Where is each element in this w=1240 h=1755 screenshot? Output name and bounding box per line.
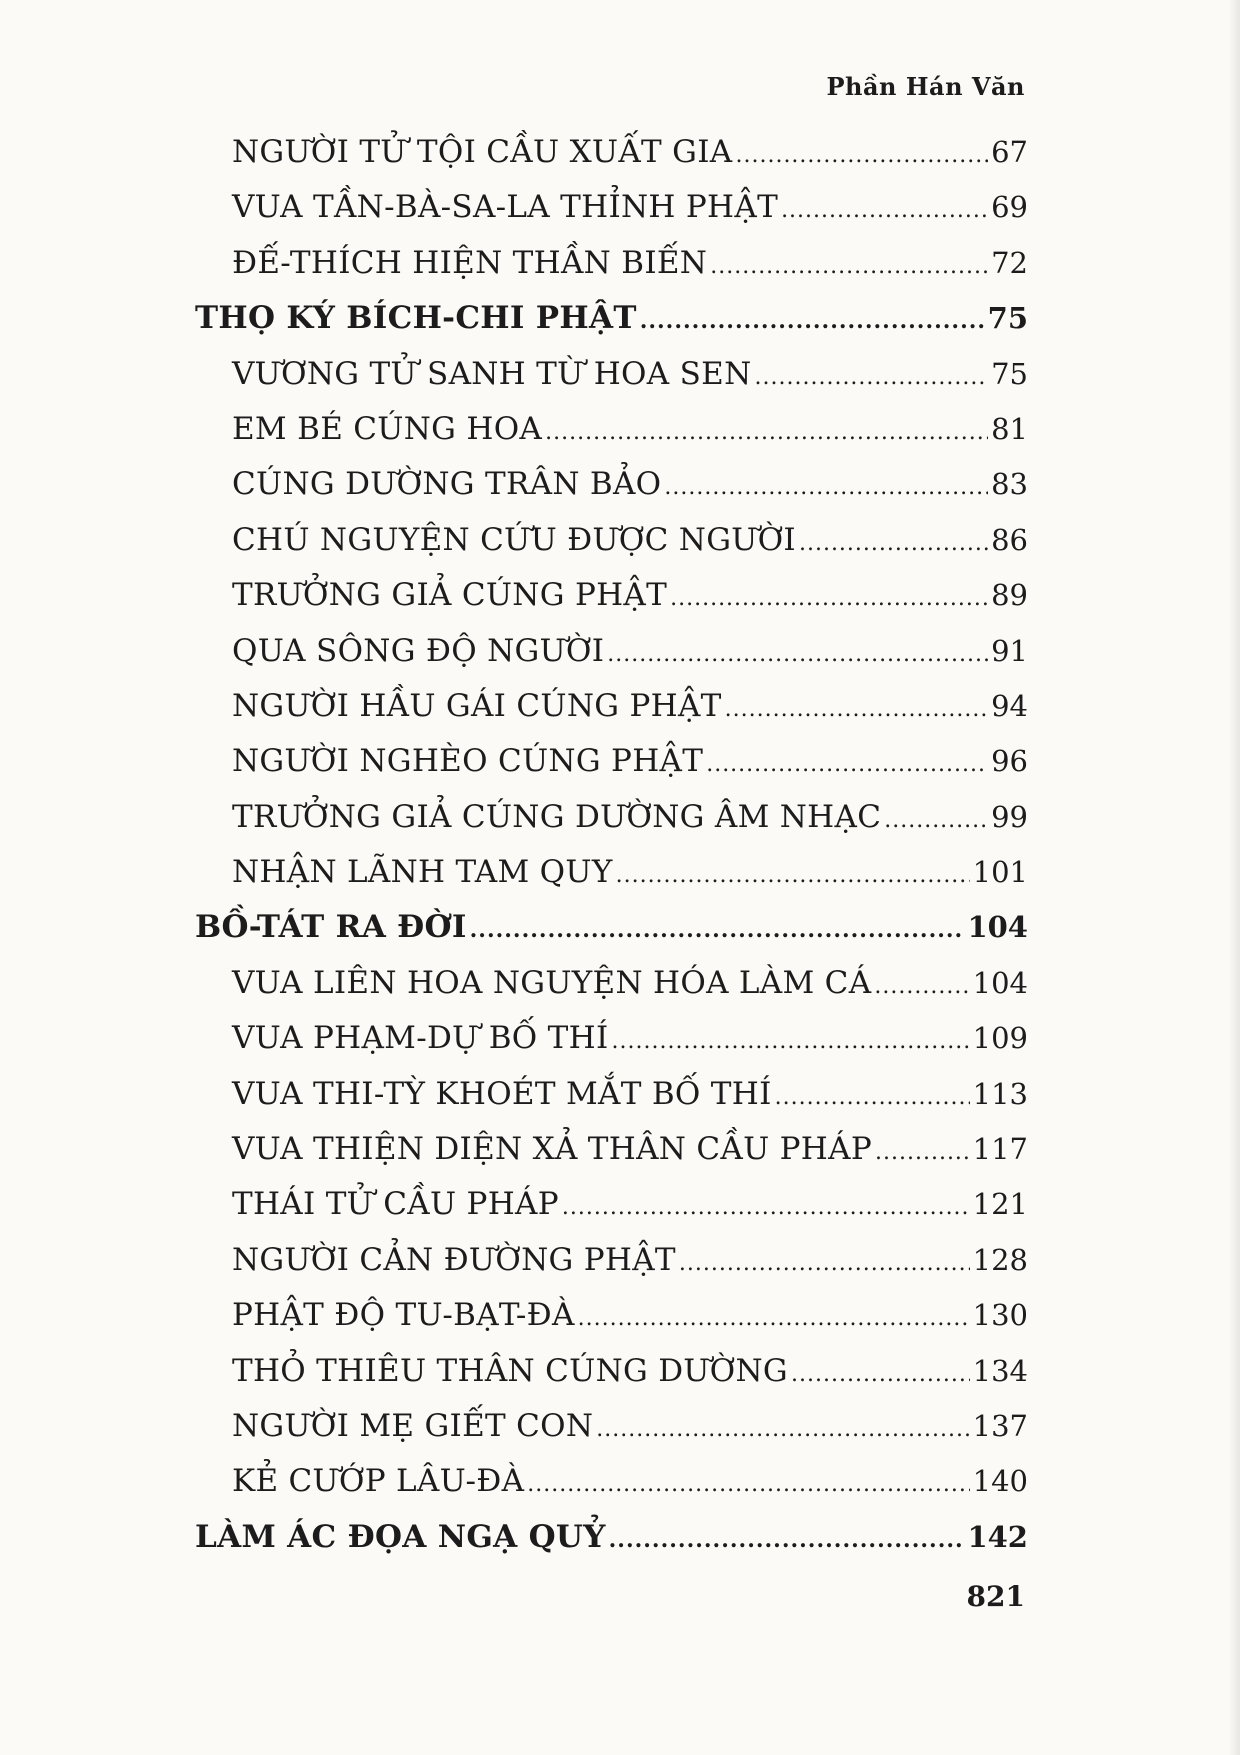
toc-entry-page: 128 [972,1242,1028,1277]
toc-dot-leader [609,1513,965,1568]
toc-entry-page: 96 [991,744,1028,779]
toc-section-entry [195,900,1028,955]
toc-dot-leader [874,959,969,1014]
toc-dot-leader [562,1180,970,1235]
toc-dot-leader [725,682,988,737]
toc-entry-page: 113 [972,1076,1028,1111]
toc-entry-title: BỒ-TÁT RA ĐỜI [195,909,467,946]
toc-entry-title: TRƯỞNG GIẢ CÚNG PHẬT [232,577,668,614]
toc-entry [195,568,1028,623]
toc-entry-page: 140 [972,1464,1028,1499]
toc-entry-title: THÁI TỬ CẦU PHÁP [232,1186,559,1223]
toc-entry-page: 104 [967,910,1028,945]
toc-entry [195,1122,1028,1177]
page-edge-shadow [1228,0,1240,1755]
toc-dot-leader [670,571,988,626]
toc-entry [195,513,1028,568]
toc-entry [195,679,1028,734]
toc-entry-title: PHẬT ĐỘ TU-BẠT-ĐÀ [232,1297,575,1334]
toc-dot-leader [545,405,988,460]
toc-entry-title: VUA PHẠM-DỰ BỐ THÍ [232,1020,609,1057]
page-number: 821 [966,1580,1025,1613]
toc-entry-page: 117 [972,1132,1028,1167]
toc-entry-page: 75 [987,301,1028,336]
toc-dot-leader [755,350,989,405]
toc-entry-title: VUA LIÊN HOA NGUYỆN HÓA LÀM CÁ [232,964,872,1001]
toc-entry-page: 121 [972,1187,1028,1222]
toc-dot-leader [710,239,988,294]
toc-entry-page: 67 [991,135,1028,169]
toc-entry-page: 89 [991,578,1028,613]
toc-dot-leader [640,294,985,349]
running-header: Phần Hán Văn [826,72,1025,101]
toc-entry-title: NGƯỜI TỬ TỘI CẦU XUẤT GIA [232,134,733,170]
toc-entry-page: 101 [972,855,1028,890]
toc-entry [195,1454,1028,1509]
toc-entry-title: KẺ CƯỚP LÂU-ĐÀ [232,1463,525,1500]
toc-entry-title: CÚNG DƯỜNG TRÂN BẢO [232,466,662,503]
toc-entry-title: THỎ THIÊU THÂN CÚNG DƯỜNG [232,1352,788,1389]
toc-entry-title: VUA TẦN-BÀ-SA-LA THỈNH PHẬT [232,189,779,226]
toc-entry [195,845,1028,900]
toc-dot-leader [679,1236,970,1291]
toc-entry-title: LÀM ÁC ĐỌA NGẠ QUỶ [195,1518,606,1555]
toc-entry [195,1011,1028,1066]
toc-dot-leader [884,793,988,848]
toc-dot-leader [735,128,988,183]
toc-entry-page: 75 [991,356,1028,391]
toc-entry [195,1288,1028,1343]
toc-entry [195,790,1028,845]
toc-entry-title: VƯƠNG TỬ SANH TỪ HOA SEN [232,355,752,392]
toc-dot-leader [799,516,988,571]
toc-entry-page: 69 [991,190,1028,225]
toc-entry-page: 91 [991,633,1028,668]
toc-dot-leader [781,183,988,238]
toc-entry-page: 130 [972,1298,1028,1333]
toc-entry-page: 72 [991,245,1028,280]
toc-dot-leader [596,1402,969,1457]
toc-entry-page: 94 [991,688,1028,723]
toc-entry [195,457,1028,512]
toc-dot-leader [875,1125,970,1180]
toc-dot-leader [578,1291,970,1346]
toc-entry [195,125,1028,180]
toc-entry [195,180,1028,235]
toc-entry [195,1399,1028,1454]
toc-entry [195,624,1028,679]
toc-entry-page: 104 [972,965,1028,1000]
toc-entry [195,1233,1028,1288]
toc-entry-title: EM BÉ CÚNG HOA [232,410,543,447]
table-of-contents [195,125,1028,1565]
toc-entry [195,236,1028,291]
toc-entry [195,1177,1028,1232]
toc-dot-leader [791,1347,970,1402]
toc-entry-title: THỌ KÝ BÍCH-CHI PHẬT [195,300,637,337]
toc-entry-page: 81 [991,411,1028,446]
toc-entry-page: 83 [991,467,1028,502]
toc-entry-page: 142 [967,1519,1028,1554]
toc-entry-title: NGƯỜI HẦU GÁI CÚNG PHẬT [232,687,722,724]
toc-entry [195,734,1028,789]
toc-entry-page: 109 [972,1021,1028,1056]
toc-dot-leader [527,1457,969,1512]
toc-dot-leader [607,627,988,682]
toc-entry-title: VUA THI-TỲ KHOÉT MẮT BỐ THÍ [232,1075,772,1112]
toc-entry-page: 134 [972,1353,1028,1388]
toc-section-entry [195,1510,1028,1565]
toc-entry-page: 86 [991,522,1028,557]
toc-entry-title: NGƯỜI MẸ GIẾT CON [232,1407,594,1444]
toc-entry [195,956,1028,1011]
toc-entry-title: NGƯỜI NGHÈO CÚNG PHẬT [232,743,704,780]
toc-entry-title: VUA THIỆN DIỆN XẢ THÂN CẦU PHÁP [232,1131,872,1168]
toc-entry [195,402,1028,457]
toc-entry-page: 137 [972,1408,1028,1443]
toc-entry [195,1344,1028,1399]
toc-dot-leader [706,737,988,792]
toc-dot-leader [470,903,965,958]
toc-entry-title: ĐẾ-THÍCH HIỆN THẦN BIẾN [232,244,708,281]
toc-dot-leader [664,460,988,515]
toc-entry-title: NGƯỜI CẢN ĐƯỜNG PHẬT [232,1241,676,1278]
toc-section-entry [195,291,1028,346]
toc-dot-leader [775,1070,970,1125]
toc-entry [195,347,1028,402]
toc-entry [195,1067,1028,1122]
toc-entry-page: 99 [991,799,1028,834]
toc-entry-title: NHẬN LÃNH TAM QUY [232,854,613,891]
toc-entry-title: CHÚ NGUYỆN CỨU ĐƯỢC NGƯỜI [232,521,796,558]
toc-entry-title: TRƯỞNG GIẢ CÚNG DƯỜNG ÂM NHẠC [232,798,882,835]
toc-dot-leader [616,848,970,903]
toc-dot-leader [612,1014,970,1069]
toc-entry-title: QUA SÔNG ĐỘ NGƯỜI [232,632,605,669]
